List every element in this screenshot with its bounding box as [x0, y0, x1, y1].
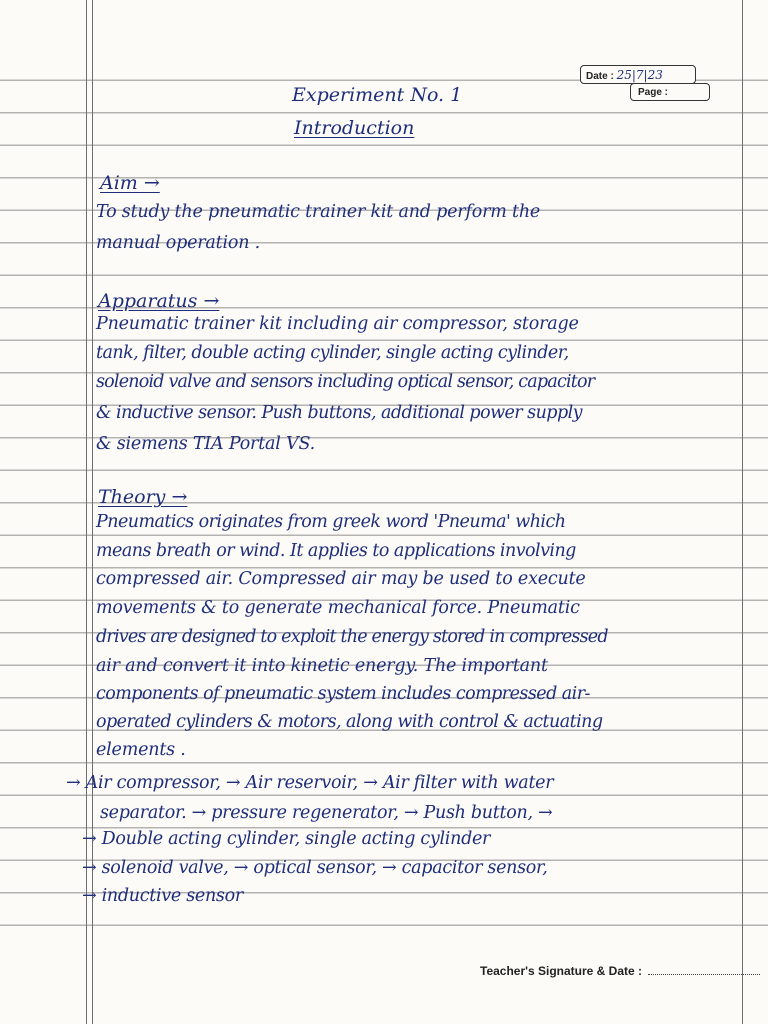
theory-line-9: elements . [96, 740, 186, 760]
date-label: Date : [586, 71, 614, 82]
components-line-1: → Air compressor, → Air reservoir, → Air filter with water [66, 773, 554, 793]
page-label: Page : [638, 87, 669, 98]
apparatus-line-4: & inductive sensor. Push buttons, additional power supply [96, 403, 582, 423]
apparatus-line-1: Pneumatic trainer kit including air compressor, storage [96, 314, 579, 334]
apparatus-heading: Apparatus → [98, 290, 220, 312]
components-line-4: → solenoid valve, → optical sensor, → capacitor sensor, [82, 858, 548, 878]
apparatus-line-5: & siemens TIA Portal VS. [96, 434, 315, 454]
page-number-box [630, 83, 710, 101]
aim-line-2: manual operation . [96, 233, 261, 253]
components-line-3: → Double acting cylinder, single acting cylinder [82, 829, 491, 849]
page-top-margin [0, 0, 768, 58]
theory-heading: Theory → [98, 486, 188, 508]
date-value: 25|7|23 [616, 68, 663, 82]
components-line-2: separator. → pressure regenerator, → Push button, → [100, 803, 553, 823]
theory-line-3: compressed air. Compressed air may be used to execute [96, 569, 586, 589]
apparatus-line-2: tank, filter, double acting cylinder, single acting cylinder, [96, 343, 569, 363]
aim-heading: Aim → [100, 172, 160, 194]
signature-dotted-line [648, 974, 760, 975]
aim-line-1: To study the pneumatic trainer kit and perform the [96, 202, 541, 222]
theory-line-8: operated cylinders & motors, along with control & actuating [96, 712, 603, 732]
theory-line-7: components of pneumatic system includes compressed air- [96, 684, 590, 704]
teacher-signature-line [480, 964, 760, 978]
teacher-signature-label: Teacher's Signature & Date : [480, 964, 643, 978]
components-line-5: → inductive sensor [82, 886, 243, 906]
theory-line-2: means breath or wind. It applies to applications involving [96, 541, 576, 561]
theory-line-4: movements & to generate mechanical force. Pneumatic [96, 598, 580, 618]
date-box [580, 65, 696, 84]
right-margin-line [742, 0, 743, 1024]
theory-line-1: Pneumatics originates from greek word 'Pneuma' which [96, 512, 566, 532]
apparatus-line-3: solenoid valve and sensors including optical sensor, capacitor [96, 372, 595, 392]
theory-line-5: drives are designed to exploit the energy stored in compressed [96, 627, 608, 647]
experiment-title: Experiment No. 1 [292, 84, 463, 106]
theory-line-6: air and convert it into kinetic energy. The important [96, 656, 548, 676]
introduction-subtitle: Introduction [294, 117, 415, 139]
